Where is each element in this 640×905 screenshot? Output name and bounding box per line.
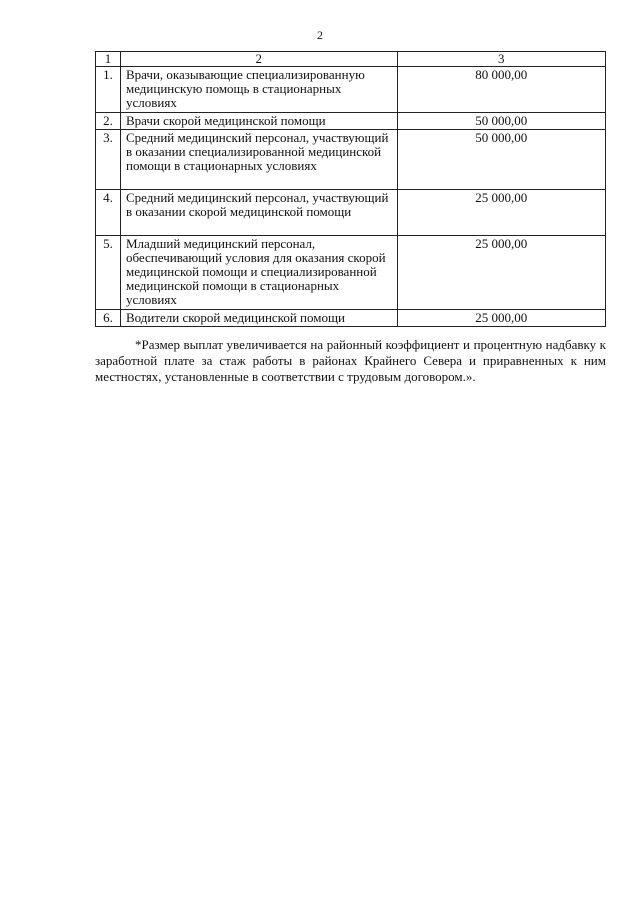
row-category: Врачи, оказывающие специализированную медицинскую помощь в стационарных условиях bbox=[120, 67, 397, 113]
footnote: *Размер выплат увеличивается на районный коэффициент и процентную надбавку к заработной плате за стаж работы в районах Крайнего Севера и приравненных к ним местностях, установленные в соответствии с трудовым договором.». bbox=[95, 337, 606, 384]
column-header-amount: 3 bbox=[397, 52, 606, 67]
table-row bbox=[96, 67, 606, 113]
row-amount: 50 000,00 bbox=[397, 130, 606, 190]
row-amount: 50 000,00 bbox=[397, 113, 606, 130]
payments-table bbox=[95, 51, 606, 327]
row-amount: 25 000,00 bbox=[397, 310, 606, 327]
table-header-row bbox=[96, 52, 606, 67]
table-row bbox=[96, 236, 606, 310]
table-row bbox=[96, 130, 606, 190]
row-amount: 80 000,00 bbox=[397, 67, 606, 113]
table-row bbox=[96, 113, 606, 130]
page-number: 2 bbox=[317, 28, 323, 42]
row-number: 1. bbox=[96, 67, 121, 113]
row-category: Младший медицинский персонал, обеспечивающий условия для оказания скорой медицинской помощи и специализированной медицинской помощи в стационарных условиях bbox=[120, 236, 397, 310]
row-number: 6. bbox=[96, 310, 121, 327]
row-amount: 25 000,00 bbox=[397, 236, 606, 310]
row-category: Средний медицинский персонал, участвующий в оказании скорой медицинской помощи bbox=[120, 190, 397, 236]
row-category: Водители скорой медицинской помощи bbox=[120, 310, 397, 327]
row-number: 5. bbox=[96, 236, 121, 310]
column-header-category: 2 bbox=[120, 52, 397, 67]
row-category: Средний медицинский персонал, участвующий в оказании специализированной медицинской помощи в стационарных условиях bbox=[120, 130, 397, 190]
row-number: 4. bbox=[96, 190, 121, 236]
table-row bbox=[96, 190, 606, 236]
row-number: 3. bbox=[96, 130, 121, 190]
row-category: Врачи скорой медицинской помощи bbox=[120, 113, 397, 130]
table-row bbox=[96, 310, 606, 327]
row-number: 2. bbox=[96, 113, 121, 130]
row-amount: 25 000,00 bbox=[397, 190, 606, 236]
column-header-number: 1 bbox=[96, 52, 121, 67]
